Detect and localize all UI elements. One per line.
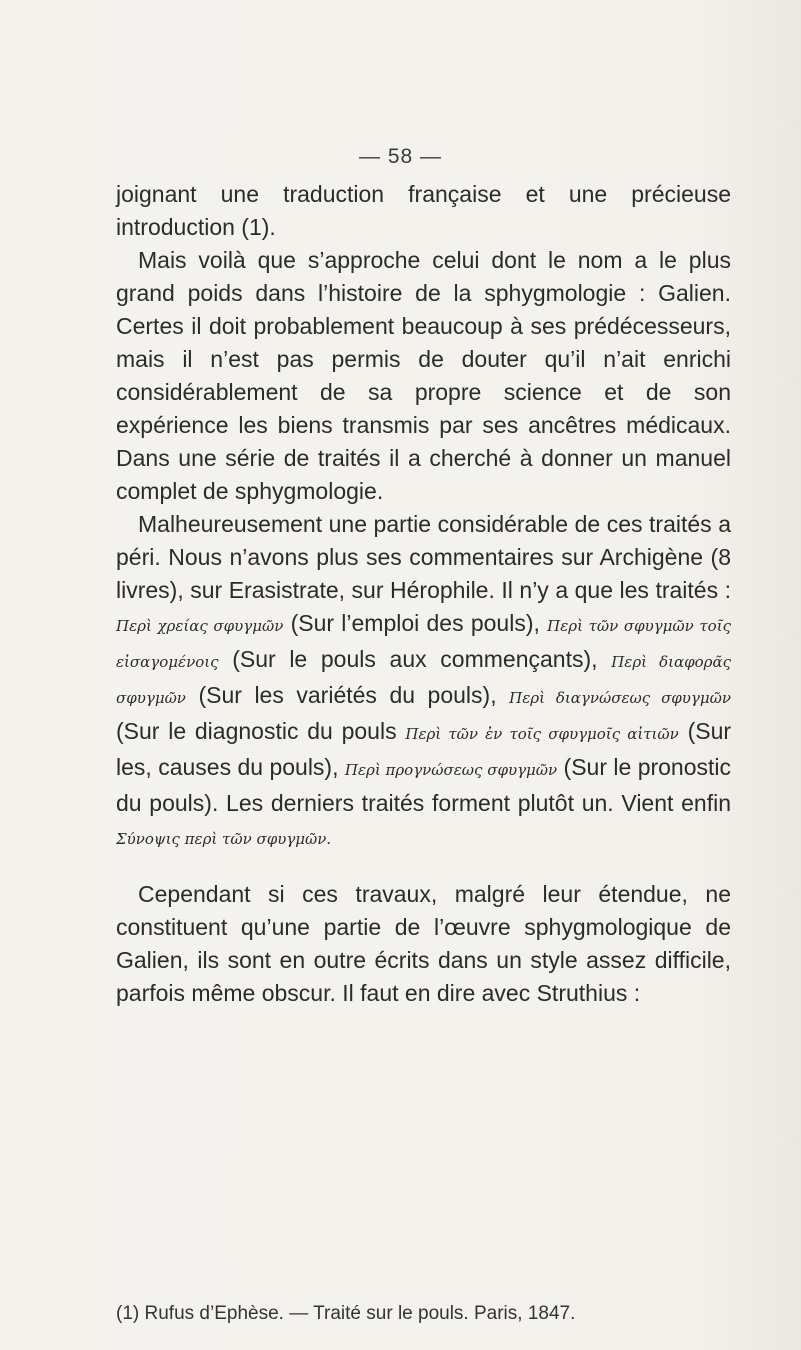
greek-title-1: Περὶ χρείας σφυγμῶν: [116, 617, 284, 635]
french-title-5: (Sur les, causes du pouls),: [116, 718, 732, 780]
paragraph-3-intro: Malheureusement une partie considérable de ces traités a péri. Nous n’avons plus ses commentaires sur Archigène (8 livres), sur Erasistrate, sur Hérophile. Il n’y a que les traités :: [116, 511, 731, 603]
french-title-6: (Sur le pronostic du pouls). Les derniers traités forment plutôt un. Vient enfin: [116, 754, 732, 816]
greek-title-4: Περὶ διαγνώσεως σφυγμῶν: [509, 689, 731, 707]
paragraph-4: Cependant si ces travaux, malgré leur étendue, ne constituent qu’une partie de l’œuvre sphygmologique de Galien, ils sont en outre écrits dans un style assez difficile, parfois même obscur. Il faut en dire avec Struthius :: [116, 881, 731, 1006]
french-title-2: (Sur le pouls aux commençants),: [232, 646, 598, 672]
body-text: [116, 178, 731, 1010]
paragraph-3: [116, 508, 731, 856]
paragraph-2: Mais voilà que s’approche celui dont le nom a le plus grand poids dans l’histoire de la sphygmologie : Galien. Certes il doit probablement beaucoup à ses prédécesseurs, mais il n’est pas permis de douter qu’il n’ait enrichi considérablement de sa propre science et de son expérience les biens transmis par ses ancêtres médicaux. Dans une série de traités il a cherché à donner un manuel complet de sphygmologie.: [116, 247, 731, 504]
greek-title-2: Περὶ τῶν σφυγμῶν τοῖς εἰσαγομένοις: [116, 617, 731, 671]
greek-title-5: Περὶ τῶν ἐν τοῖς σφυγμοῖς αἰτιῶν: [405, 725, 679, 743]
french-title-1: (Sur l’emploi des pouls),: [290, 610, 540, 636]
page-number: — 58 —: [358, 145, 443, 168]
greek-title-7: Σύνοψις περὶ τῶν σφυγμῶν.: [116, 830, 332, 848]
paragraph-gap: [116, 856, 731, 878]
paragraph-1: joignant une traduction française et une précieuse introduction (1).: [116, 181, 731, 240]
french-title-4: (Sur le diagnostic du pouls: [116, 718, 397, 744]
greek-title-6: Περὶ προγνώσεως σφυγμῶν: [344, 761, 558, 779]
french-title-3: (Sur les variétés du pouls),: [198, 682, 497, 708]
footnote: (1) Rufus d’Ephèse. — Traité sur le pouls. Paris, 1847.: [116, 1303, 576, 1324]
greek-title-3: Περὶ διαφορᾶς σφυγμῶν: [116, 653, 731, 707]
